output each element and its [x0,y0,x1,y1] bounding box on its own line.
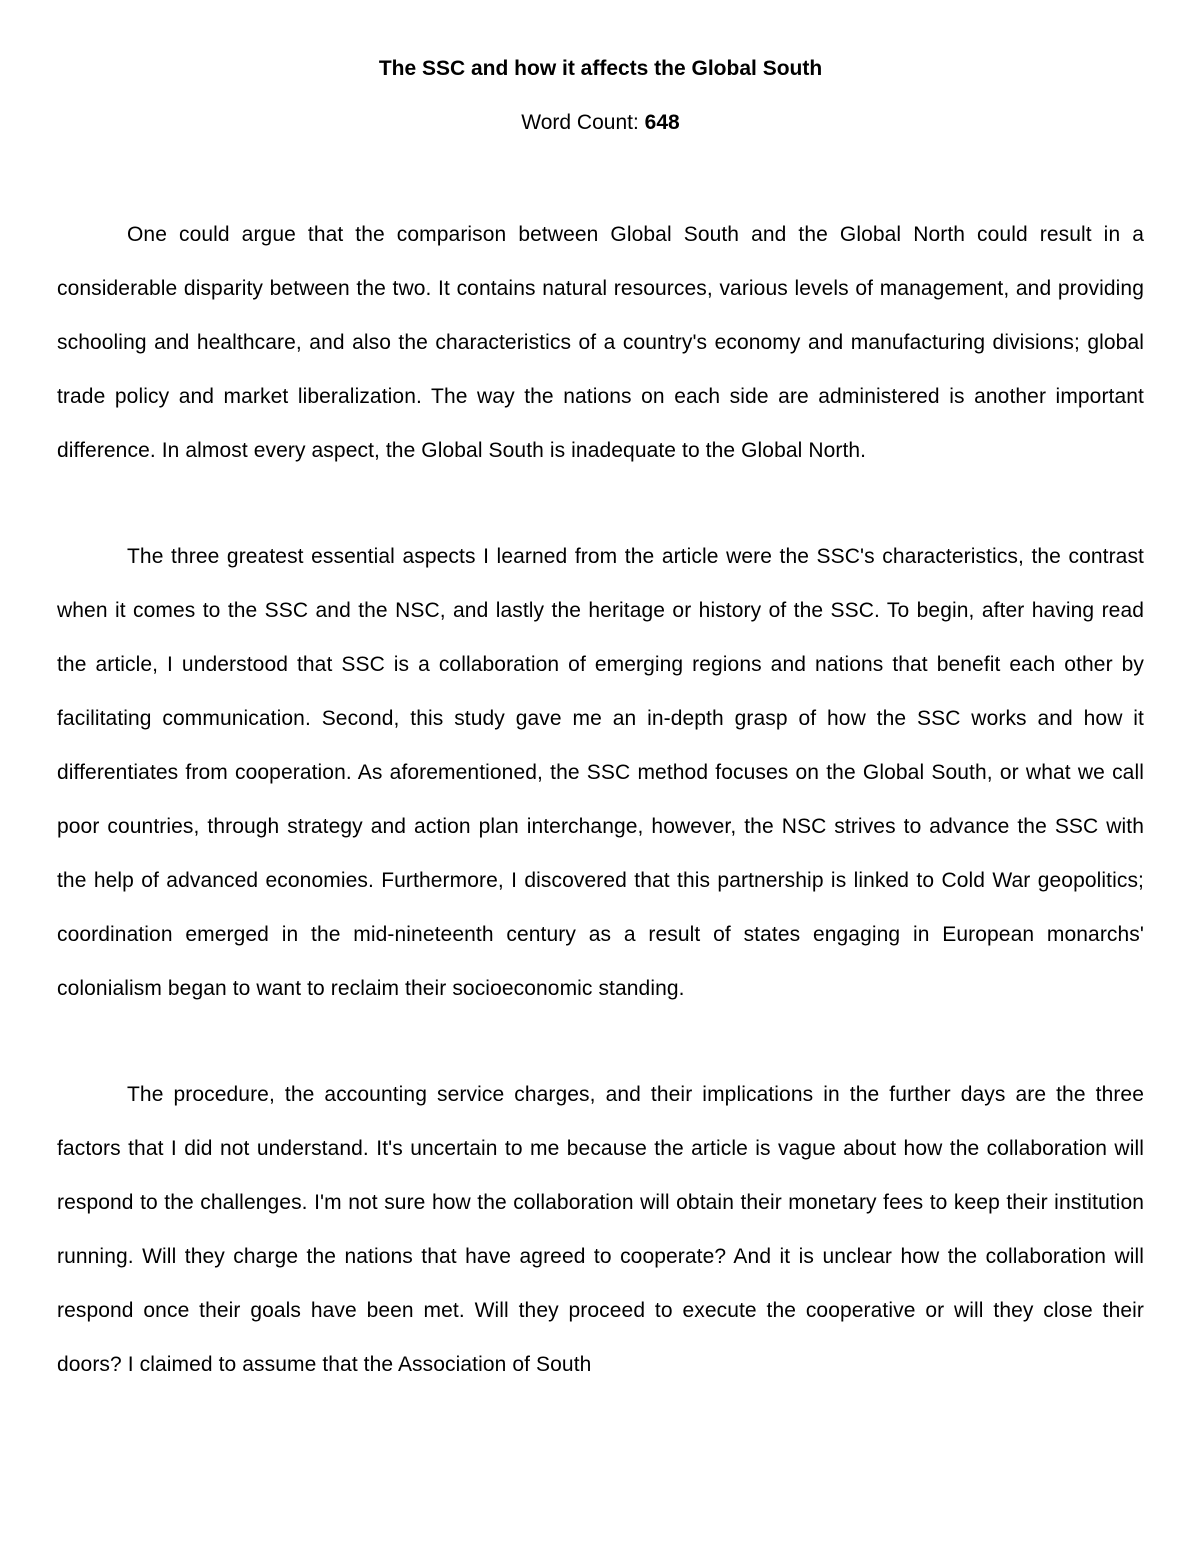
document-title: The SSC and how it affects the Global South [378,57,823,80]
word-count-label: Word Count: [521,111,645,134]
paragraph-disparity: One could argue that the comparison between Global South and the Global North could result in a considerable disparity between the two. It contains natural resources, various levels of management, and providing schooling and healthcare, and also the characteristics of a country's economy and manufacturing divisions; global trade policy and market liberalization. The way the nations on each side are administered is another important difference. In almost every aspect, the Global South is inadequate to the Global North. [57,223,1144,462]
word-count [57,110,1144,136]
word-count-value: 648 [644,111,680,134]
paragraph-learned-aspects: The three greatest essential aspects I learned from the article were the SSC's characteristics, the contrast when it comes to the SSC and the NSC, and lastly the heritage or history of the SSC. To begin, after having read the article, I understood that SSC is a collaboration of emerging regions and nations that benefit each other by facilitating communication. Second, this study gave me an in-depth grasp of how the SSC works and how it differentiates from cooperation. As aforementioned, the SSC method focuses on the Global South, or what we call poor countries, through strategy and action plan interchange, however, the NSC strives to advance the SSC with the help of advanced economies. Furthermore, I discovered that this partnership is linked to Cold War geopolitics; coordination emerged in the mid-nineteenth century as a result of states engaging in European monarchs' colonialism began to want to reclaim their socioeconomic standing. [57,545,1144,1000]
document-body [57,208,1144,1392]
paragraph-uncertainties: The procedure, the accounting service charges, and their implications in the further days are the three factors that I did not understand. It's uncertain to me because the article is vague about how the collaboration will respond to the challenges. I'm not sure how the collaboration will obtain their monetary fees to keep their institution running. Will they charge the nations that have agreed to cooperate? And it is unclear how the collaboration will respond once their goals have been met. Will they proceed to execute the cooperative or will they close their doors? I claimed to assume that the Association of South [57,1083,1144,1376]
